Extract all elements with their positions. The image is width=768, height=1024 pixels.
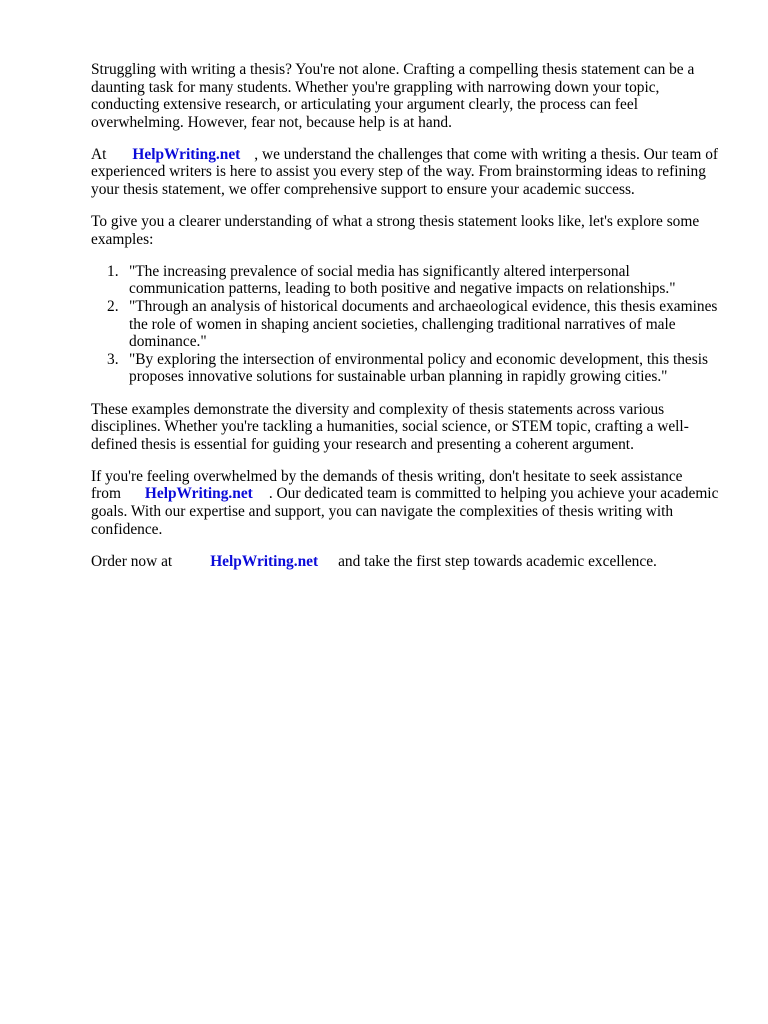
paragraph-lead-text: If you're feeling overwhelmed by the demands of thesis writing, don't hesitate to seek assistance from bbox=[91, 467, 683, 503]
assistance-paragraph bbox=[91, 468, 721, 538]
order-now-paragraph bbox=[91, 553, 721, 571]
helpwriting-link[interactable]: HelpWriting.net bbox=[144, 485, 253, 503]
helpwriting-link[interactable]: HelpWriting.net bbox=[132, 145, 241, 163]
list-item bbox=[91, 351, 721, 386]
paragraph-body-text: and take the first step towards academic excellence. bbox=[338, 552, 657, 570]
examples-intro-paragraph: To give you a clearer understanding of what a strong thesis statement looks like, let's explore some examples: bbox=[91, 213, 700, 248]
paragraph-lead-text: Order now at bbox=[91, 552, 173, 570]
list-item bbox=[91, 263, 721, 298]
list-item bbox=[91, 298, 721, 351]
list-item-text: "The increasing prevalence of social media has significantly altered interpersonal communication patterns, leading to both positive and negative impacts on relationships." bbox=[129, 262, 676, 298]
document-body bbox=[91, 61, 721, 585]
paragraph-body-text: , we understand the challenges that come with writing a thesis. Our team of experienced writers is here to assist you every step of the way. From brainstorming ideas to refining your thesis statement, we offer comprehensive support to ensure your academic success. bbox=[91, 145, 719, 199]
paragraph-lead-text: At bbox=[91, 145, 107, 163]
paragraph-body-text: . Our dedicated team is committed to helping you achieve your academic goals. With our expertise and support, you can navigate the complexities of thesis writing with confidence. bbox=[91, 485, 719, 538]
examples-summary-paragraph: These examples demonstrate the diversity and complexity of thesis statements across various disciplines. Whether you're tackling a humanities, social science, or STEM topic, crafting a well-defined thesis is essential for guiding your research and presenting a coherent argument. bbox=[91, 400, 689, 453]
list-item-number: 1. bbox=[107, 262, 119, 280]
intro-paragraph: Struggling with writing a thesis? You're not alone. Crafting a compelling thesis statement can be a daunting task for many students. Whether you're grappling with narrowing down your topic, conducting extensive research, or articulating your argument clearly, the process can feel overwhelming. However, fear not, because help is at hand. bbox=[91, 61, 695, 131]
helpwriting-intro-paragraph bbox=[91, 146, 721, 199]
helpwriting-link[interactable]: HelpWriting.net bbox=[210, 552, 319, 570]
list-item-number: 3. bbox=[107, 350, 119, 368]
list-item-number: 2. bbox=[107, 298, 119, 316]
list-item-text: "Through an analysis of historical documents and archaeological evidence, this thesis examines the role of women in shaping ancient societies, challenging traditional narratives of male dominance." bbox=[129, 298, 718, 351]
examples-list bbox=[91, 263, 721, 386]
list-item-text: "By exploring the intersection of environmental policy and economic development, this thesis proposes innovative solutions for sustainable urban planning in rapidly growing cities." bbox=[129, 350, 709, 386]
